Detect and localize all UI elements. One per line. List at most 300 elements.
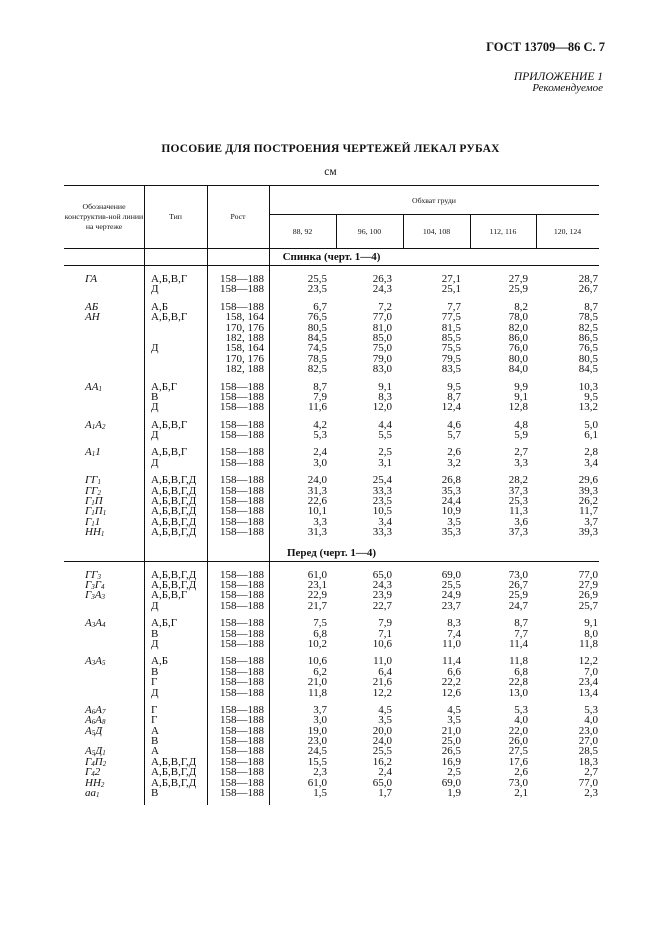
value-cell: 1,7 [378,787,392,800]
value-cell: 69,0 [441,776,461,789]
value-cell: 12,2 [372,686,392,699]
value-cell: 2,3 [313,766,327,779]
value-cell: 4,5 [378,703,392,716]
type-cell: А,Б,Г [151,617,178,630]
value-cell: 26,7 [578,283,598,296]
type-cell: Д [151,686,159,699]
recommended-label: Рекомендуемое [532,82,603,94]
type-cell: А,Б [151,655,169,668]
value-cell: 31,3 [307,484,327,497]
height-cell: 170, 176 [225,352,264,365]
value-cell: 4,4 [378,418,392,431]
value-cell: 2,4 [378,766,392,779]
value-cell: 23,0 [578,724,598,737]
value-cell: 22,0 [508,724,528,737]
type-cell: Г [151,703,158,716]
type-cell: В [151,390,159,403]
value-cell: 23,0 [307,735,327,748]
value-cell: 25,5 [372,745,392,758]
height-cell: 158—188 [220,686,264,699]
value-cell: 6,2 [313,665,327,678]
type-cell: Д [151,456,159,469]
type-cell: Д [151,429,159,442]
value-cell: 4,0 [514,714,528,727]
value-cell: 37,3 [508,526,528,539]
value-cell: 27,5 [508,745,528,758]
value-cell: 26,9 [578,589,598,602]
value-cell: 26,2 [578,495,598,508]
height-cell: 158—188 [220,655,264,668]
type-cell: В [151,665,159,678]
value-cell: 24,3 [372,578,392,591]
height-cell: 182, 188 [225,331,264,344]
value-cell: 11,8 [308,686,327,699]
type-cell: В [151,627,159,640]
header-designation: Обозначение конструктив-ной линии на чертеже [64,201,144,232]
header-type: Тип [169,211,182,221]
value-cell: 79,0 [372,352,392,365]
value-cell: 83,0 [372,363,392,376]
value-cell: 3,0 [313,714,327,727]
value-cell: 3,1 [378,456,392,469]
value-cell: 80,0 [508,352,528,365]
value-cell: 12,0 [372,401,392,414]
value-cell: 5,7 [447,429,461,442]
value-cell: 3,4 [584,456,598,469]
type-cell: А,Б,В,Г [151,418,188,431]
height-cell: 158—188 [220,380,264,393]
height-cell: 158—188 [220,578,264,591]
value-cell: 9,5 [584,390,598,403]
type-cell: А,Б,В,Г,Д [151,766,197,779]
value-cell: 80,5 [307,321,327,334]
height-cell: 158—188 [220,703,264,716]
type-cell: А,Б,В,Г,Д [151,568,197,581]
height-cell: 158—188 [220,390,264,403]
header-chest-girth: Обхват груди [412,195,456,205]
value-cell: 3,6 [514,515,528,528]
value-cell: 2,8 [584,446,598,459]
value-cell: 29,6 [578,474,598,487]
value-cell: 27,9 [578,578,598,591]
designation-cell: $АА_1$ [85,380,102,393]
designation-cell: $А_3А_4$ [85,617,106,630]
value-cell: 84,0 [508,363,528,376]
type-cell: А,Б,В,Г,Д [151,505,197,518]
document-title: ПОСОБИЕ ДЛЯ ПОСТРОЕНИЯ ЧЕРТЕЖЕЙ ЛЕКАЛ РУБАХ [161,143,500,155]
type-cell: А [151,745,159,758]
value-cell: 7,2 [378,300,392,313]
value-cell: 7,1 [378,627,392,640]
value-cell: 33,3 [372,484,392,497]
designation-cell: $Г_3А_3$ [85,589,105,602]
type-cell: А,Б,В,Г,Д [151,495,197,508]
value-cell: 11,8 [579,637,598,650]
value-cell: 13,0 [508,686,528,699]
value-cell: 22,7 [372,599,392,612]
value-cell: 76,5 [307,311,327,324]
header-chest-size: 112, 116 [489,226,517,236]
value-cell: 8,3 [447,617,461,630]
value-cell: 8,7 [514,617,528,630]
value-cell: 23,5 [307,283,327,296]
height-cell: 158—188 [220,515,264,528]
value-cell: 7,9 [378,617,392,630]
height-cell: 158—188 [220,429,264,442]
value-cell: 6,1 [584,429,598,442]
section-title: Спинка (черт. 1—4) [282,251,381,263]
value-cell: 11,8 [509,655,528,668]
value-cell: 21,0 [441,724,461,737]
appendix-label: ПРИЛОЖЕНИЕ 1 [513,71,603,83]
value-cell: 4,8 [514,418,528,431]
value-cell: 31,3 [307,526,327,539]
value-cell: 84,5 [578,363,598,376]
header-chest-size: 120, 124 [553,226,582,236]
value-cell: 5,3 [313,429,327,442]
type-cell: А,Б,В,Г [151,589,188,602]
value-cell: 39,3 [578,484,598,497]
value-cell: 2,7 [584,766,598,779]
value-cell: 23,9 [372,589,392,602]
designation-cell: $ГГ_1$ [85,474,102,487]
height-cell: 158—188 [220,484,264,497]
value-cell: 22,8 [508,676,528,689]
designation-cell: $Г_1П$ [85,495,103,508]
value-cell: 2,7 [514,446,528,459]
height-cell: 182, 188 [225,363,264,376]
designation-cell: $НН_1$ [85,526,105,539]
designation-cell: $Г_11$ [85,515,101,528]
value-cell: 24,0 [307,474,327,487]
value-cell: 26,0 [508,735,528,748]
value-cell: 25,3 [508,495,528,508]
height-cell: 158—188 [220,676,264,689]
value-cell: 11,6 [308,401,327,414]
value-cell: 78,0 [508,311,528,324]
value-cell: 20,0 [372,724,392,737]
type-cell: А,Б,В,Г,Д [151,515,197,528]
value-cell: 78,5 [307,352,327,365]
column-divider [144,185,145,805]
value-cell: 79,5 [441,352,461,365]
value-cell: 11,4 [442,655,461,668]
type-cell: А,Б,В,Г,Д [151,526,197,539]
value-cell: 10,9 [441,505,461,518]
value-cell: 3,2 [447,456,461,469]
value-cell: 23,5 [372,495,392,508]
value-cell: 7,7 [447,300,461,313]
height-cell: 158—188 [220,568,264,581]
value-cell: 2,3 [584,787,598,800]
designation-cell: $А_6А_7$ [85,703,106,716]
value-cell: 28,5 [578,745,598,758]
value-cell: 10,5 [372,505,392,518]
value-cell: 10,1 [307,505,327,518]
value-cell: 24,9 [441,589,461,602]
type-cell: А,Б,В,Г,Д [151,776,197,789]
value-cell: 82,5 [307,363,327,376]
value-cell: 7,9 [313,390,327,403]
value-cell: 10,6 [372,637,392,650]
value-cell: 3,5 [447,515,461,528]
height-cell: 158, 164 [225,311,264,324]
value-cell: 5,5 [378,429,392,442]
value-cell: 16,9 [441,755,461,768]
value-cell: 8,0 [584,627,598,640]
height-cell: 158—188 [220,766,264,779]
height-cell: 158—188 [220,283,264,296]
value-cell: 73,0 [508,568,528,581]
value-cell: 25,9 [508,589,528,602]
value-cell: 7,5 [313,617,327,630]
value-cell: 11,3 [509,505,528,518]
value-cell: 23,7 [441,599,461,612]
value-cell: 3,5 [447,714,461,727]
value-cell: 21,0 [307,676,327,689]
value-cell: 77,0 [372,311,392,324]
value-cell: 78,5 [578,311,598,324]
value-cell: 24,7 [508,599,528,612]
value-cell: 6,7 [313,300,327,313]
value-cell: 10,3 [578,380,598,393]
value-cell: 77,5 [441,311,461,324]
measurements-table [64,185,599,805]
column-divider [207,185,208,805]
value-cell: 77,0 [578,776,598,789]
value-cell: 5,3 [584,703,598,716]
value-cell: 18,3 [578,755,598,768]
value-cell: 11,4 [509,637,528,650]
value-cell: 11,0 [442,637,461,650]
value-cell: 69,0 [441,568,461,581]
value-cell: 73,0 [508,776,528,789]
value-cell: 6,6 [447,665,461,678]
type-cell: А,Б [151,300,169,313]
type-cell: В [151,787,159,800]
value-cell: 5,3 [514,703,528,716]
height-cell: 158—188 [220,724,264,737]
height-cell: 158—188 [220,505,264,518]
height-cell: 158—188 [220,755,264,768]
height-cell: 158—188 [220,599,264,612]
value-cell: 4,0 [584,714,598,727]
designation-cell: АБ [85,300,99,313]
type-cell: А,Б,В,Г [151,446,188,459]
value-cell: 61,0 [307,568,327,581]
height-cell: 158—188 [220,627,264,640]
designation-cell: ГА [85,273,98,285]
designation-cell: $аа_1$ [85,787,100,800]
designation-cell: $НН_2$ [85,776,105,789]
value-cell: 83,5 [441,363,461,376]
height-cell: 170, 176 [225,321,264,334]
designation-cell: $Г_3Г_4$ [85,578,105,591]
value-cell: 6,4 [378,665,392,678]
value-cell: 2,4 [313,446,327,459]
designation-cell: $А_6А_8$ [85,714,106,727]
value-cell: 28,2 [508,474,528,487]
value-cell: 26,5 [441,745,461,758]
value-cell: 27,0 [578,735,598,748]
height-cell: 158, 164 [225,342,264,355]
value-cell: 1,9 [447,787,461,800]
type-cell: Г [151,676,158,689]
value-cell: 21,7 [307,599,327,612]
height-cell: 158—188 [220,474,264,487]
header-chest-size: 104, 108 [422,226,451,236]
value-cell: 9,9 [514,380,528,393]
height-cell: 158—188 [220,526,264,539]
value-cell: 24,5 [307,745,327,758]
value-cell: 4,6 [447,418,461,431]
value-cell: 8,7 [313,380,327,393]
value-cell: 3,4 [378,515,392,528]
type-cell: А,Б,В,Г,Д [151,484,197,497]
value-cell: 3,7 [313,703,327,716]
value-cell: 21,6 [372,676,392,689]
value-cell: 82,0 [508,321,528,334]
designation-cell: АН [85,311,100,324]
value-cell: 4,2 [313,418,327,431]
column-divider [269,185,270,805]
header-height: Рост [230,211,246,221]
height-cell: 158—188 [220,589,264,602]
type-cell: Д [151,637,159,650]
value-cell: 10,6 [307,655,327,668]
height-cell: 158—188 [220,714,264,727]
designation-cell: $А_11$ [85,446,101,459]
type-cell: А,Б,В,Г,Д [151,578,197,591]
value-cell: 10,2 [307,637,327,650]
value-cell: 65,0 [372,776,392,789]
value-cell: 61,0 [307,776,327,789]
value-cell: 16,2 [372,755,392,768]
value-cell: 8,7 [447,390,461,403]
value-cell: 25,5 [441,578,461,591]
designation-cell: $А_3А_5$ [85,655,106,668]
value-cell: 13,4 [578,686,598,699]
value-cell: 39,3 [578,526,598,539]
height-cell: 158—188 [220,745,264,758]
type-cell: Д [151,599,159,612]
header-chest-size: 88, 92 [292,226,313,236]
type-cell: А,Б,В,Г,Д [151,755,197,768]
designation-cell: $ГГ_2$ [85,484,102,497]
section-title: Перед (черт. 1—4) [286,546,377,559]
value-cell: 15,5 [307,755,327,768]
value-cell: 26,7 [508,578,528,591]
value-cell: 25,9 [508,283,528,296]
value-cell: 76,0 [508,342,528,355]
value-cell: 11,7 [579,505,598,518]
value-cell: 6,8 [514,665,528,678]
header-chest-size: 96, 100 [357,226,382,236]
value-cell: 28,7 [578,273,598,285]
value-cell: 9,5 [447,380,461,393]
value-cell: 12,2 [578,655,598,668]
height-cell: 158—188 [220,456,264,469]
value-cell: 13,2 [578,401,598,414]
value-cell: 65,0 [372,568,392,581]
type-cell: А,Б,Г [151,380,178,393]
designation-cell: $Г_42$ [85,766,101,779]
value-cell: 19,0 [307,724,327,737]
value-cell: 3,5 [378,714,392,727]
value-cell: 24,4 [441,495,461,508]
value-cell: 80,5 [578,352,598,365]
value-cell: 23,4 [578,676,598,689]
designation-cell: $Г_4П_2$ [85,755,107,768]
value-cell: 2,5 [378,446,392,459]
value-cell: 3,7 [584,515,598,528]
value-cell: 2,5 [447,766,461,779]
unit-label: см [324,166,337,178]
value-cell: 22,6 [307,495,327,508]
value-cell: 2,1 [514,787,528,800]
type-cell: Д [151,342,159,355]
value-cell: 7,4 [447,627,461,640]
value-cell: 23,1 [307,578,327,591]
value-cell: 75,5 [441,342,461,355]
value-cell: 7,0 [584,665,598,678]
value-cell: 37,3 [508,484,528,497]
value-cell: 86,0 [508,331,528,344]
value-cell: 35,3 [441,484,461,497]
height-cell: 158—188 [220,300,264,313]
value-cell: 85,5 [441,331,461,344]
value-cell: 25,0 [441,735,461,748]
value-cell: 22,2 [441,676,461,689]
value-cell: 24,0 [372,735,392,748]
value-cell: 25,7 [578,599,598,612]
value-cell: 25,5 [307,273,327,285]
value-cell: 9,1 [378,380,392,393]
value-cell: 77,0 [578,568,598,581]
value-cell: 6,8 [313,627,327,640]
type-cell: В [151,735,159,748]
value-cell: 86,5 [578,331,598,344]
value-cell: 82,5 [578,321,598,334]
value-cell: 75,0 [372,342,392,355]
value-cell: 5,0 [584,418,598,431]
type-cell: Д [151,401,159,414]
type-cell: А [151,724,159,737]
value-cell: 74,5 [307,342,327,355]
value-cell: 12,8 [508,401,528,414]
value-cell: 7,7 [514,627,528,640]
type-cell: Д [151,283,159,296]
designation-cell: $А_5Д_1$ [85,745,106,758]
height-cell: 158—188 [220,617,264,630]
value-cell: 25,4 [372,474,392,487]
designation-cell: $ГГ_3$ [85,568,102,581]
value-cell: 24,3 [372,283,392,296]
value-cell: 81,0 [372,321,392,334]
value-cell: 1,5 [313,787,327,800]
value-cell: 84,5 [307,331,327,344]
height-cell: 158—188 [220,787,264,800]
height-cell: 158—188 [220,418,264,431]
value-cell: 22,9 [307,589,327,602]
standard-page-header: ГОСТ 13709—86 С. 7 [486,40,605,54]
value-cell: 25,1 [441,283,461,296]
value-cell: 76,5 [578,342,598,355]
value-cell: 85,0 [372,331,392,344]
designation-cell: $А_1А_2$ [85,418,106,431]
value-cell: 35,3 [441,526,461,539]
height-cell: 158—188 [220,735,264,748]
